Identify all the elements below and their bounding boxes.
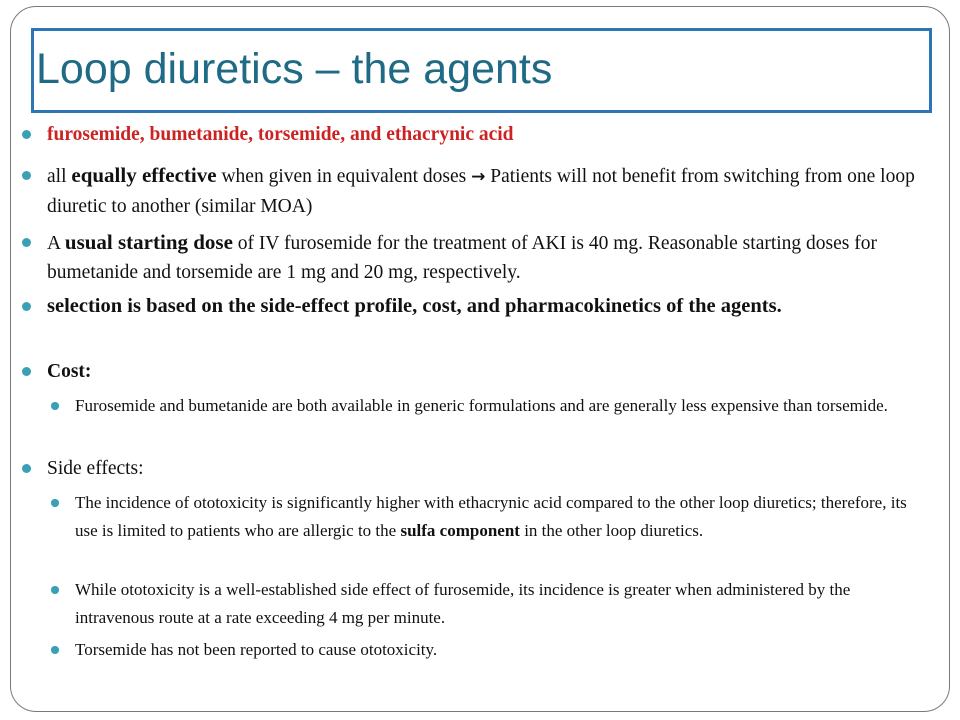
sub-bullet-cost bbox=[75, 392, 930, 420]
bullet-selection bbox=[47, 292, 927, 321]
sub-bullet-ethacrynic bbox=[75, 489, 930, 545]
sub-bullet-dot-icon bbox=[51, 402, 59, 410]
sub-bullet-torsemide bbox=[75, 636, 930, 664]
sub-bullet-text: Furosemide and bumetanide are both available in generic formulations and are generally less expensive than torsemide. bbox=[75, 396, 888, 415]
bullet-dot-icon bbox=[22, 464, 31, 473]
bullet-heading: Side effects: bbox=[47, 458, 144, 479]
bullet-equally-effective bbox=[47, 161, 927, 221]
bullet-dot-icon bbox=[22, 367, 31, 376]
sub-bullet-dot-icon bbox=[51, 499, 59, 507]
bullet-text: A bbox=[47, 233, 65, 254]
bullet-bold-text: usual starting dose bbox=[64, 230, 233, 254]
slide-title: Loop diuretics – the agents bbox=[36, 45, 553, 93]
bullet-text: Patients will not benefit from switching from one loop diuretic to another (similar MOA) bbox=[47, 166, 915, 217]
bullet-cost-heading bbox=[47, 357, 927, 386]
sub-bullet-text: While ototoxicity is a well-established side effect of furosemide, its incidence is greater when administered by the intravenous route at a rate exceeding 4 mg per minute. bbox=[75, 580, 851, 627]
sub-bullet-text: The incidence of ototoxicity is significantly higher with ethacrynic acid compared to the other loop diuretics; therefore, its use is limited to patients who are allergic to the bbox=[75, 493, 907, 540]
bullet-side-effects-heading bbox=[47, 454, 927, 483]
bullet-text: of IV furosemide for the treatment of AKI is 40 mg. Reasonable starting doses for bumetanide and torsemide are 1 mg and 20 mg, respectively. bbox=[47, 233, 877, 283]
sub-bullet-bold-text: sulfa component bbox=[400, 521, 520, 540]
bullet-starting-dose bbox=[47, 228, 927, 287]
bullet-heading: Cost: bbox=[47, 361, 92, 382]
bullet-dot-icon bbox=[22, 238, 31, 247]
bullet-text: when given in equivalent doses bbox=[216, 166, 472, 187]
right-arrow-icon: → bbox=[471, 167, 486, 187]
bullet-dot-icon bbox=[22, 130, 31, 139]
bullet-dot-icon bbox=[22, 171, 31, 180]
bullet-dot-icon bbox=[22, 302, 31, 311]
bullet-text: furosemide, bumetanide, torsemide, and ethacrynic acid bbox=[47, 124, 514, 145]
bullet-text: selection is based on the side-effect profile, cost, and pharmacokinetics of the agents. bbox=[47, 295, 782, 317]
bullet-bold-text: equally effective bbox=[71, 163, 217, 187]
sub-bullet-furosemide bbox=[75, 576, 930, 632]
sub-bullet-dot-icon bbox=[51, 586, 59, 594]
sub-bullet-text: Torsemide has not been reported to cause ototoxicity. bbox=[75, 640, 438, 659]
bullet-agents bbox=[47, 120, 927, 149]
bullet-text: all bbox=[47, 166, 72, 187]
sub-bullet-text: in the other loop diuretics. bbox=[519, 521, 704, 540]
sub-bullet-dot-icon bbox=[51, 646, 59, 654]
